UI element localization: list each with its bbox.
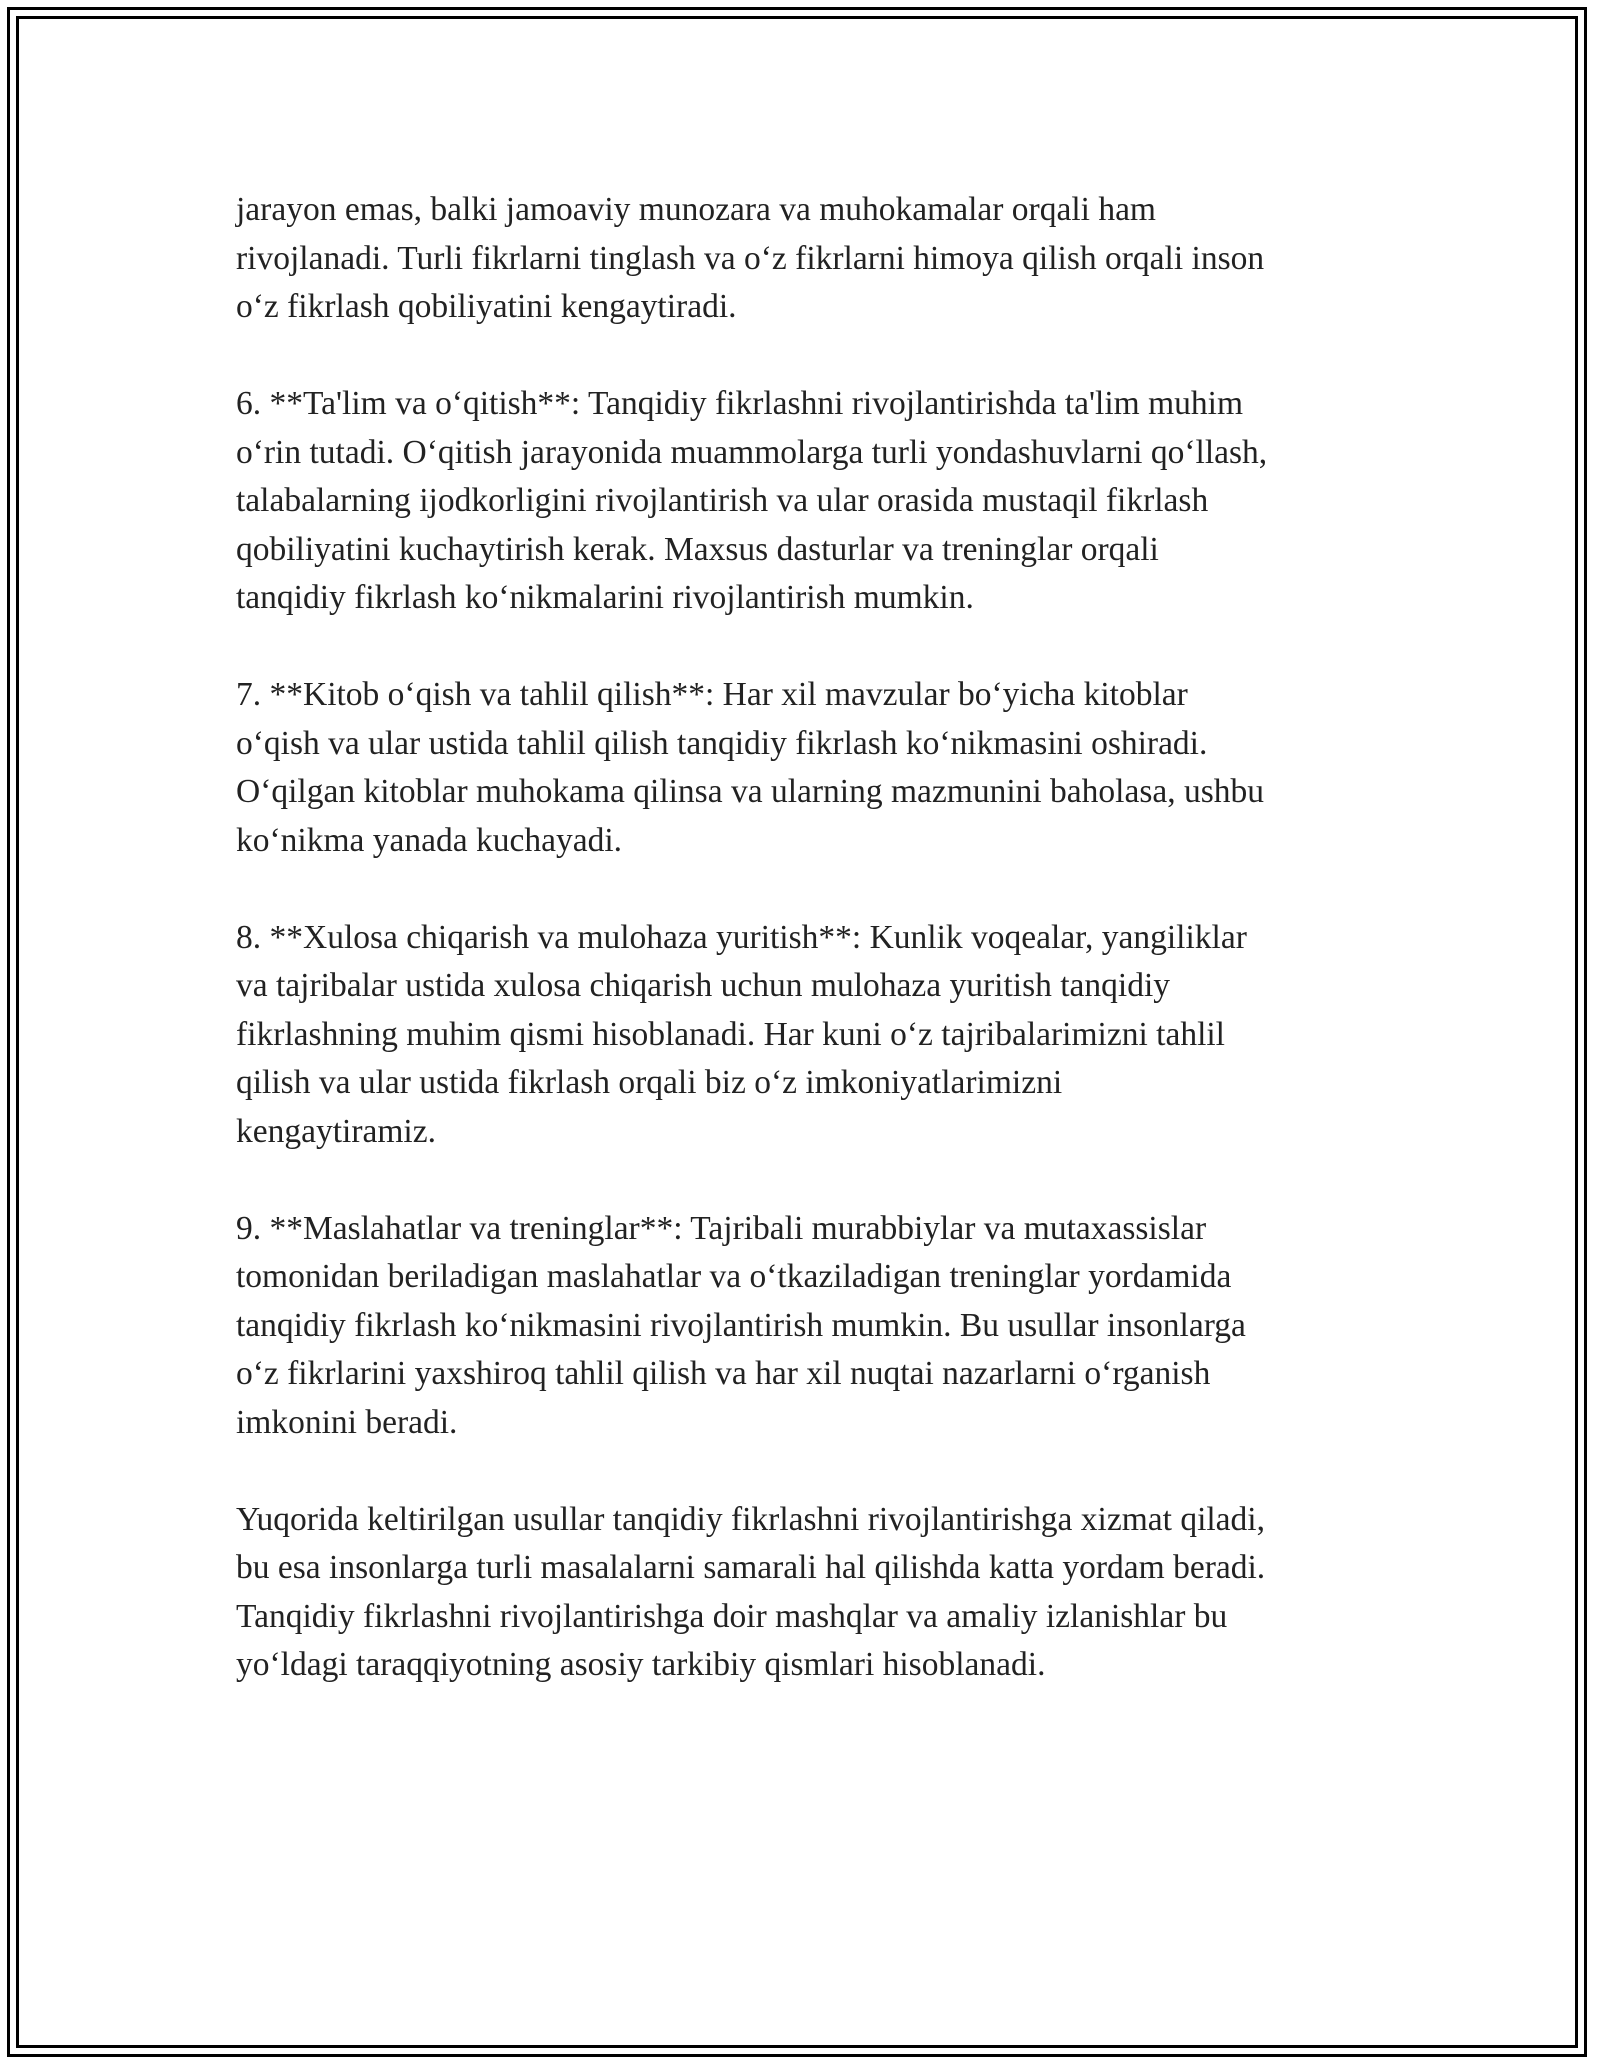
paragraph-item-6 <box>236 380 1376 623</box>
paragraph-continuation <box>236 186 1376 332</box>
text-line: talabalarning ijodkorligini rivojlantirish va ular orasida mustaqil fikrlash <box>236 482 1209 519</box>
paragraph-item-9 <box>236 1205 1376 1448</box>
document-body <box>236 186 1376 1690</box>
text-line: o‘z fikrlash qobiliyatini kengaytiradi. <box>236 288 737 325</box>
text-line: 7. **Kitob o‘qish va tahlil qilish**: Har xil mavzular bo‘yicha kitoblar <box>236 676 1188 713</box>
text-line: Yuqorida keltirilgan usullar tanqidiy fikrlashni rivojlantirishga xizmat qiladi, <box>236 1500 1265 1538</box>
text-line: jarayon emas, balki jamoaviy munozara va muhokamalar orqali ham <box>236 191 1156 228</box>
text-line: yo‘ldagi taraqqiyotning asosiy tarkibiy qismlari hisoblanadi. <box>236 1646 1046 1683</box>
text-line: qilish va ular ustida fikrlash orqali biz o‘z imkoniyatlarimizni <box>236 1064 1063 1101</box>
text-line: o‘rin tutadi. O‘qitish jarayonida muammolarga turli yondashuvlarni qo‘llash, <box>236 433 1268 471</box>
text-line: o‘z fikrlarini yaxshiroq tahlil qilish va har xil nuqtai nazarlarni o‘rganish <box>236 1355 1211 1392</box>
text-line: 8. **Xulosa chiqarish va mulohaza yuritish**: Kunlik voqealar, yangiliklar <box>236 918 1247 956</box>
text-line: 9. **Maslahatlar va treninglar**: Tajribali murabbiylar va mutaxassislar <box>236 1209 1207 1247</box>
text-line: 6. **Ta'lim va o‘qitish**: Tanqidiy fikrlashni rivojlantirishda ta'lim muhim <box>236 385 1243 422</box>
text-line: fikrlashning muhim qismi hisoblanadi. Har kuni o‘z tajribalarimizni tahlil <box>236 1015 1225 1053</box>
text-line: imkonini beradi. <box>236 1403 458 1441</box>
text-line: qobiliyatini kuchaytirish kerak. Maxsus dasturlar va treninglar orqali <box>236 530 1159 568</box>
paragraph-conclusion <box>236 1496 1376 1690</box>
paragraph-item-7 <box>236 671 1376 865</box>
paragraph-item-8 <box>236 914 1376 1157</box>
text-line: O‘qilgan kitoblar muhokama qilinsa va ularning mazmunini baholasa, ushbu <box>236 773 1265 810</box>
text-line: ko‘nikma yanada kuchayadi. <box>236 821 623 859</box>
text-line: tomonidan beriladigan maslahatlar va o‘tkaziladigan treninglar yordamida <box>236 1258 1232 1295</box>
text-line: va tajribalar ustida xulosa chiqarish uchun mulohaza yuritish tanqidiy <box>236 967 1171 1004</box>
text-line: o‘qish va ular ustida tahlil qilish tanqidiy fikrlash ko‘nikmasini oshiradi. <box>236 724 1208 762</box>
text-line: kengaytiramiz. <box>236 1112 436 1150</box>
text-line: bu esa insonlarga turli masalalarni samarali hal qilishda katta yordam beradi. <box>236 1549 1266 1586</box>
text-line: rivojlanadi. Turli fikrlarni tinglash va o‘z fikrlarni himoya qilish orqali inson <box>236 239 1265 277</box>
text-line: Tanqidiy fikrlashni rivojlantirishga doir mashqlar va amaliy izlanishlar bu <box>236 1597 1228 1635</box>
text-line: tanqidiy fikrlash ko‘nikmasini rivojlantirish mumkin. Bu usullar insonlarga <box>236 1306 1246 1344</box>
text-line: tanqidiy fikrlash ko‘nikmalarini rivojlantirish mumkin. <box>236 579 974 616</box>
